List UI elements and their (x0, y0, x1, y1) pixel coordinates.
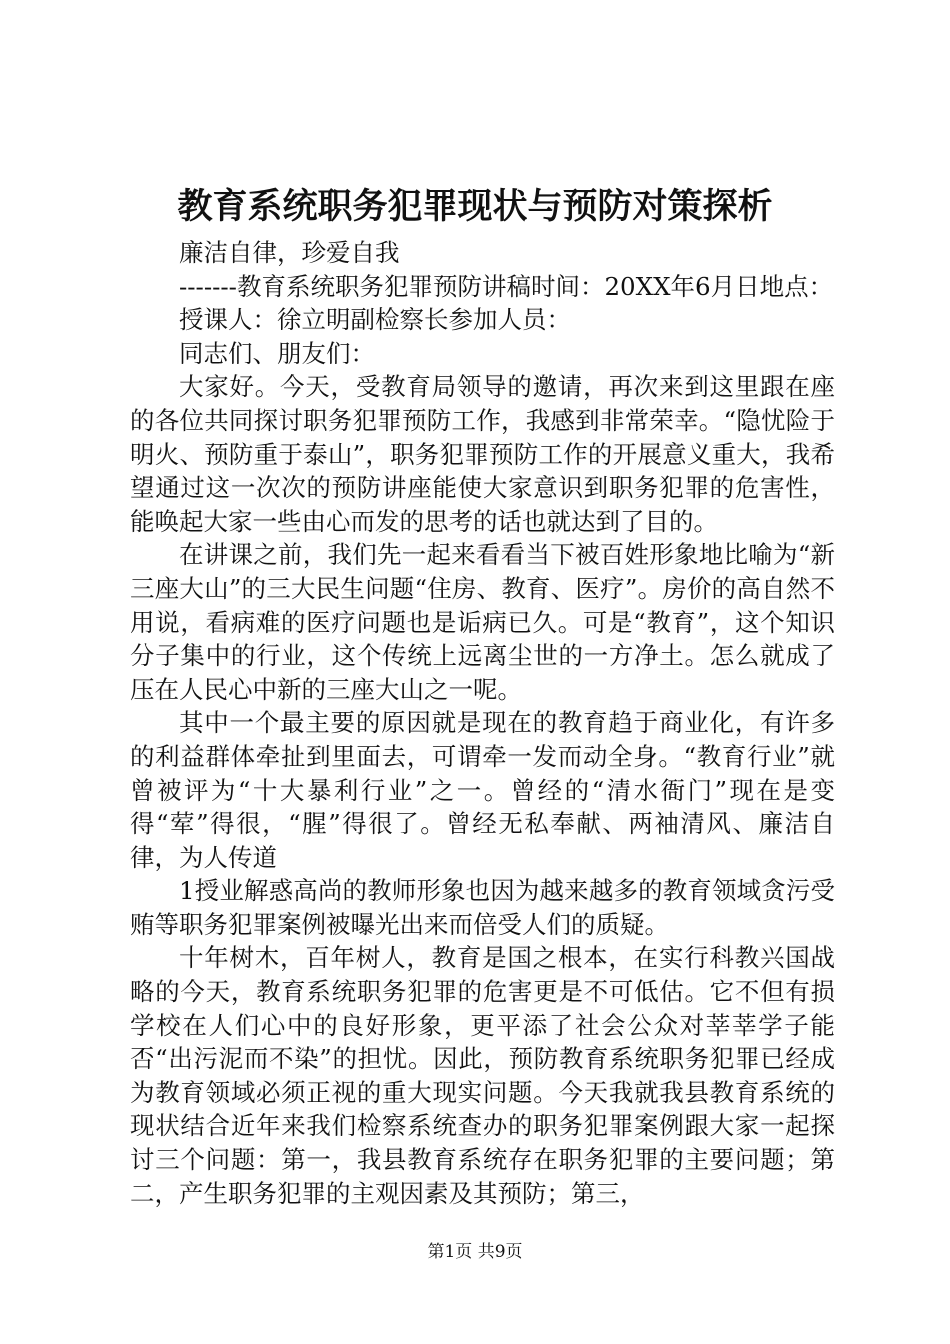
paragraph-salutation: 同志们、朋友们： (179, 338, 375, 368)
paragraph-body: 1授业解惑高尚的教师形象也因为越来越多的教育领域贪污受贿等职务犯罪案例被曝光出来而倍受人们的质疑。 (130, 876, 835, 939)
paragraph-subtitle: 廉洁自律，珍爱自我 (179, 238, 400, 267)
document-title: 教育系统职务犯罪现状与预防对策探析 (177, 186, 773, 227)
paragraph-body: 大家好。今天，受教育局领导的邀请，再次来到这里跟在座的各位共同探讨职务犯罪预防工作，我感到非常荣幸。“隐忧险于明火、预防重于泰山”，职务犯罪预防工作的开展意义重大，我希望通过这一次次的预防讲座能使大家意识到职务犯罪的危害性，能唤起大家一些由心而发的思考的话也就达到了目的。 (130, 372, 835, 536)
page-number-footer: 第1页 共9页 (427, 1242, 523, 1262)
paragraph-body: 十年树木，百年树人，教育是国之根本，在实行科教兴国战略的今天，教育系统职务犯罪的危害更是不可低估。它不但有损学校在人们心中的良好形象，更平添了社会公众对莘莘学子能否“出污泥而不染”的担忧。因此，预防教育系统职务犯罪已经成为教育领域必须正视的重大现实问题。今天我就我县教育系统的现状结合近年来我们检察系统查办的职务犯罪案例跟大家一起探讨三个问题：第一，我县教育系统存在职务犯罪的主要问题；第二，产生职务犯罪的主观因素及其预防；第三， (130, 943, 835, 1208)
paragraph-body: 在讲课之前，我们先一起来看看当下被百姓形象地比喻为“新三座大山”的三大民生问题“住房、教育、医疗”。房价的高自然不用说，看病难的医疗问题也是诟病已久。可是“教育”，这个知识分子集中的行业，这个传统上远离尘世的一方净土。怎么就成了压在人民心中新的三座大山之一呢。 (130, 540, 835, 704)
document-body (130, 236, 835, 1210)
paragraph-lecture-info: -------教育系统职务犯罪预防讲稿时间：20XX年6月日地点： (179, 271, 834, 301)
paragraph-body: 其中一个最主要的原因就是现在的教育趋于商业化，有许多的利益群体牵扯到里面去，可谓牵一发而动全身。“教育行业”就曾被评为“十大暴利行业”之一。曾经的“清水衙门”现在是变得“荤”得很，“腥”得很了。曾经无私奉献、两袖清风、廉洁自律，为人传道 (130, 708, 835, 872)
paragraph-lecturer: 授课人：徐立明副检察长参加人员： (179, 305, 571, 335)
